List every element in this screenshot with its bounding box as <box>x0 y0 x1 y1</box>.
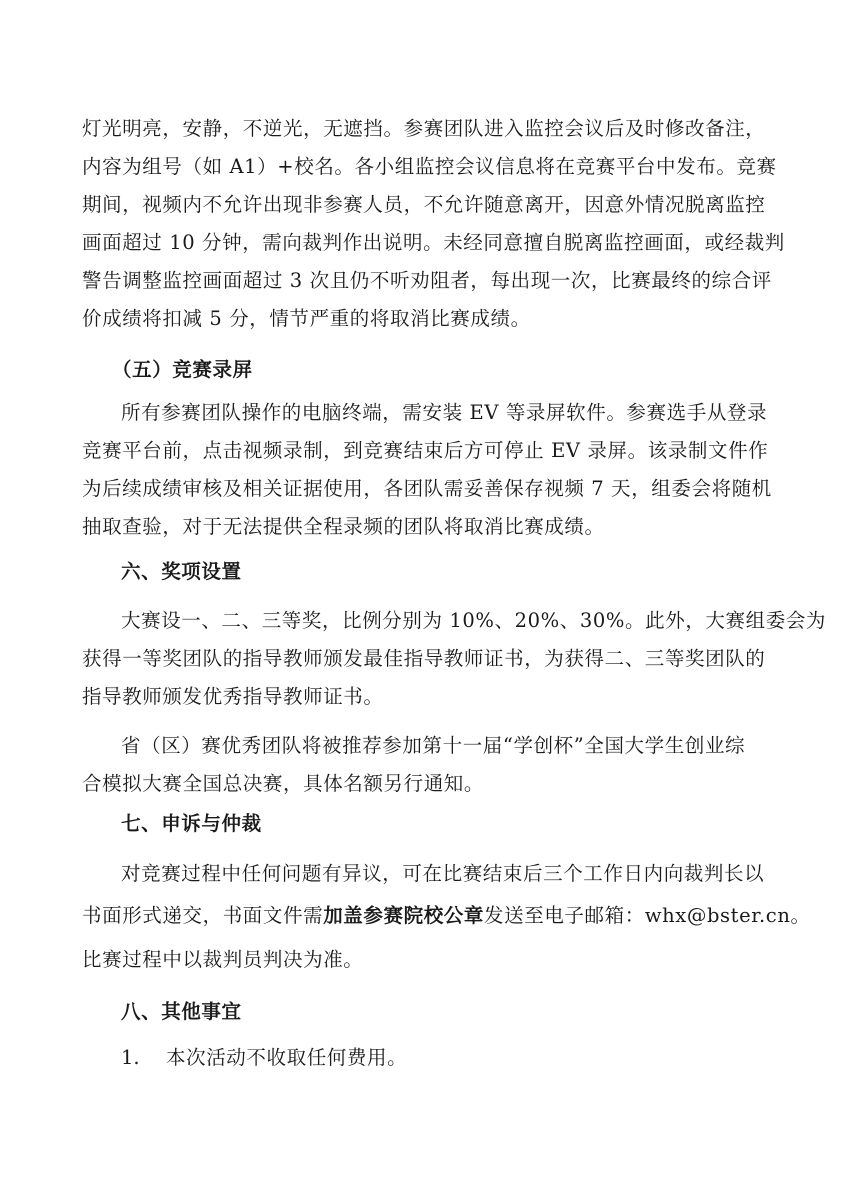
paragraph-line: 合模拟大赛全国总决赛，具体名额另行通知。 <box>82 772 485 795</box>
paragraph-line: 价成绩将扣减 5 分，情节严重的将取消比赛成绩。 <box>82 307 531 330</box>
paragraph-line: 内容为组号（如 A1）+校名。各小组监控会议信息将在竞赛平台中发布。竞赛 <box>82 155 777 178</box>
paragraph-line: 画面超过 10 分钟，需向裁判作出说明。未经同意擅自脱离监控画面，或经裁判 <box>82 231 785 254</box>
paragraph-line: 大赛设一、二、三等奖，比例分别为 10%、20%、30%。此外，大赛组委会为 <box>121 609 827 632</box>
section-heading: 六、奖项设置 <box>121 560 242 583</box>
paragraph-line: 竞赛平台前，点击视频录制，到竞赛结束后方可停止 EV 录屏。该录制文件作 <box>82 439 769 462</box>
email-text: 发送至电子邮箱：whx@bster.cn。 <box>484 904 811 927</box>
paragraph-line: 指导教师颁发优秀指导教师证书。 <box>82 685 384 708</box>
text-run: 书面形式递交，书面文件需 <box>82 904 324 927</box>
paragraph-line: 所有参赛团队操作的电脑终端，需安装 EV 等录屏软件。参赛选手从登录 <box>121 401 768 424</box>
paragraph-line: 抽取查验，对于无法提供全程录频的团队将取消比赛成绩。 <box>82 515 605 538</box>
emphasized-text: 加盖参赛院校公章 <box>323 904 485 927</box>
paragraph-line <box>82 904 811 928</box>
list-item-text: 本次活动不收取任何费用。 <box>166 1046 408 1069</box>
section-heading: （五）竞赛录屏 <box>112 358 253 381</box>
list-item-number: 1. <box>121 1046 140 1069</box>
paragraph-line: 获得一等奖团队的指导教师颁发最佳指导教师证书，为获得二、三等奖团队的 <box>82 647 766 670</box>
section-heading: 七、申诉与仲裁 <box>121 812 262 835</box>
paragraph-line: 期间，视频内不允许出现非参赛人员，不允许随意离开，因意外情况脱离监控 <box>82 193 766 216</box>
section-heading: 八、其他事宜 <box>121 1000 242 1023</box>
paragraph-line: 为后续成绩审核及相关证据使用，各团队需妥善保存视频 7 天，组委会将随机 <box>82 477 772 500</box>
paragraph-line: 省（区）赛优秀团队将被推荐参加第十一届“学创杯”全国大学生创业综 <box>121 734 746 757</box>
paragraph-line: 警告调整监控画面超过 3 次且仍不听劝阻者，每出现一次，比赛最终的综合评 <box>82 269 772 292</box>
paragraph-line: 比赛过程中以裁判员判决为准。 <box>82 948 364 971</box>
paragraph-line: 灯光明亮，安静，不逆光，无遮挡。参赛团队进入监控会议后及时修改备注， <box>82 117 766 140</box>
paragraph-line: 对竞赛过程中任何问题有异议，可在比赛结束后三个工作日内向裁判长以 <box>121 862 765 885</box>
